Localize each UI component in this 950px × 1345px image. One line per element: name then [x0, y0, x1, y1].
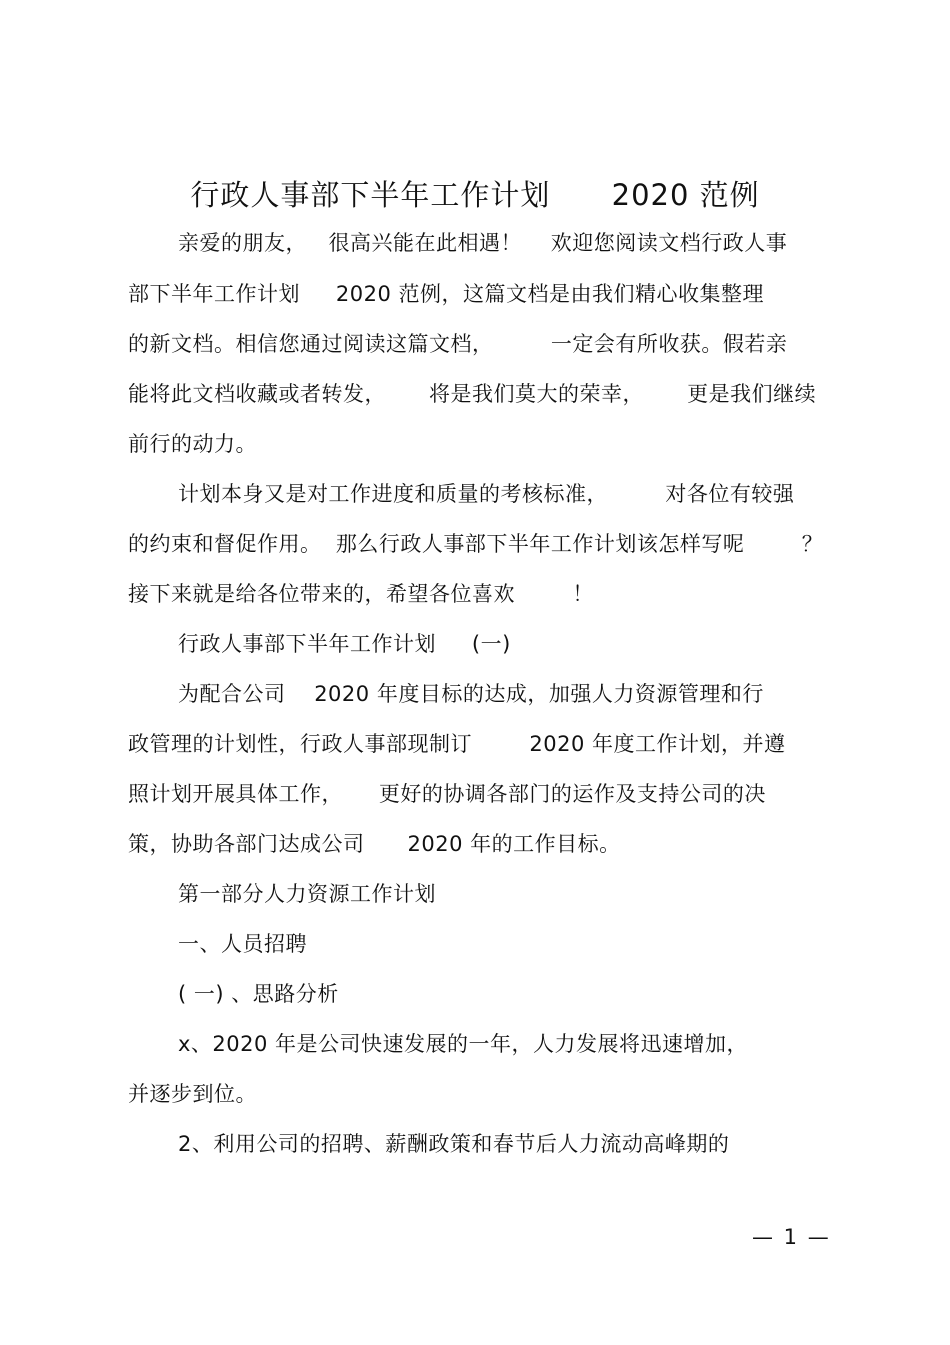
paragraph-line: 策，协助各部门达成公司 2020 年的工作目标。: [128, 832, 621, 856]
section-heading: ( 一) 、思路分析: [178, 982, 339, 1006]
paragraph-line: 能将此文档收藏或者转发， 将是我们莫大的荣幸， 更是我们继续: [128, 382, 817, 406]
paragraph-line: 计划本身又是对工作进度和质量的考核标准， 对各位有较强: [178, 482, 795, 506]
document-title: 行政人事部下半年工作计划 2020 范例: [190, 178, 760, 212]
paragraph-line: 并逐步到位。: [128, 1082, 257, 1106]
paragraph-line: 亲爱的朋友， 很高兴能在此相遇！ 欢迎您阅读文档行政人事: [178, 231, 788, 255]
section-heading: 第一部分人力资源工作计划: [178, 882, 436, 906]
paragraph-line: 的新文档。相信您通过阅读这篇文档， 一定会有所收获。假若亲: [128, 332, 788, 356]
paragraph-line: 接下来就是给各位带来的，希望各位喜欢 ！: [128, 582, 594, 606]
paragraph-line: 2、利用公司的招聘、薪酬政策和春节后人力流动高峰期的: [178, 1132, 730, 1156]
paragraph-line: 部下半年工作计划 2020 范例，这篇文档是由我们精心收集整理: [128, 282, 764, 306]
section-heading: 行政人事部下半年工作计划 (一): [178, 632, 511, 656]
paragraph-line: 照计划开展具体工作， 更好的协调各部门的运作及支持公司的决: [128, 782, 766, 806]
paragraph-line: 前行的动力。: [128, 432, 257, 456]
paragraph-line: 的约束和督促作用。 那么行政人事部下半年工作计划该怎样写呢 ？: [128, 532, 824, 556]
paragraph-line: x、2020 年是公司快速发展的一年，人力发展将迅速增加，: [178, 1032, 749, 1056]
paragraph-line: 政管理的计划性，行政人事部现制订 2020 年度工作计划，并遵: [128, 732, 786, 756]
section-heading: 一、人员招聘: [178, 932, 307, 956]
page-number: — 1 —: [752, 1225, 831, 1249]
paragraph-line: 为配合公司 2020 年度目标的达成，加强人力资源管理和行: [178, 682, 764, 706]
